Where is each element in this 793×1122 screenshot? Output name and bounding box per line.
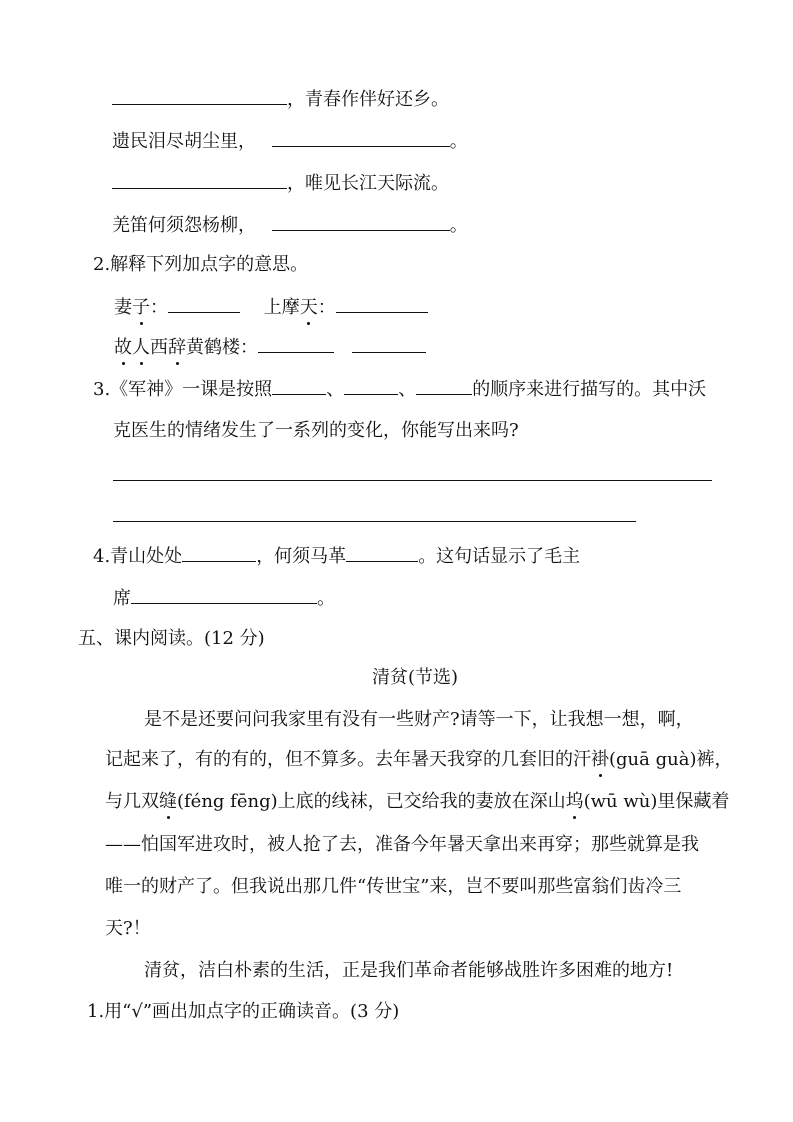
dotted-char: 坞 (565, 791, 584, 812)
dotted-char: 人 (132, 337, 150, 358)
passage-line: 记起来了，有的有的，但不算多。去年暑天我穿的几套旧的汗褂(guā guà)裤， (105, 749, 733, 770)
passage-line: 是不是还要问问我家里有没有一些财产?请等一下，让我想一想，啊， (144, 709, 694, 730)
passage-line: ——怕国军进攻时，被人抢了去，准备今年暑天拿出来再穿；那些就算是我 (105, 834, 699, 855)
answer-blank[interactable] (272, 212, 450, 231)
answer-blank[interactable] (416, 376, 472, 395)
passage-line: 与几双缝(féng fēng)上底的线袜，已交给我的妻放在深山坞(wū wù)里保藏着 (105, 791, 730, 812)
question-3-line-1: 3.《军神》一课是按照 、 、 的顺序来进行描写的。其中沃 (93, 376, 706, 402)
passage-line: 唯一的财产了。但我说出那几件“传世宝”来，岂不要叫那些富翁们齿冷三 (105, 876, 682, 897)
question-2-words-row1: 妻子： 上摩天： (114, 294, 428, 320)
dotted-char: 辞 (168, 337, 186, 358)
poem-line-3: ，唯见长江天际流。 (112, 170, 449, 196)
answer-blank[interactable] (112, 86, 287, 105)
passage-title: 清贫(节选) (372, 667, 459, 688)
question-2-words-row2: 故人西辞黄鹤楼： (114, 334, 426, 360)
section-heading: 五、课内阅读。(12 分) (78, 628, 265, 649)
answer-blank[interactable] (352, 334, 426, 353)
answer-blank[interactable] (112, 170, 287, 189)
answer-blank[interactable] (258, 334, 334, 353)
dotted-char: 故 (114, 337, 132, 358)
answer-blank[interactable] (344, 376, 398, 395)
question-4-line-1: 4.青山处处 ，何须马革 。这句话显示了毛主 (93, 543, 580, 569)
answer-blank[interactable] (272, 128, 450, 147)
answer-blank[interactable] (346, 543, 418, 562)
answer-blank[interactable] (168, 294, 240, 313)
question-3-line-2: 克医生的情绪发生了一系列的变化，你能写出来吗? (113, 420, 519, 441)
answer-blank[interactable] (272, 376, 326, 395)
sub-question-1: 1.用“√”画出加点字的正确读音。(3 分) (87, 1001, 400, 1022)
answer-blank[interactable] (336, 294, 428, 313)
question-2-prompt: 2.解释下列加点字的意思。 (93, 254, 309, 275)
dotted-char: 天 (299, 297, 318, 318)
answer-blank[interactable] (131, 585, 317, 604)
poem-line-1: ，青春作伴好还乡。 (112, 86, 449, 112)
poem-line-2: 遗民泪尽胡尘里， 。 (112, 128, 468, 154)
passage-line: 清贫，洁白朴素的生活，正是我们革命者能够战胜许多困难的地方! (144, 960, 674, 981)
answer-line[interactable] (113, 480, 712, 481)
answer-blank[interactable] (182, 543, 256, 562)
poem-line-4: 羌笛何须怨杨柳， 。 (112, 212, 468, 238)
dotted-char: 子 (132, 297, 150, 318)
passage-line: 天?！ (105, 918, 151, 939)
question-4-line-2: 席 。 (113, 585, 335, 611)
dotted-char: 缝 (159, 791, 177, 812)
dotted-char: 褂 (591, 749, 609, 770)
answer-line[interactable] (113, 521, 636, 522)
